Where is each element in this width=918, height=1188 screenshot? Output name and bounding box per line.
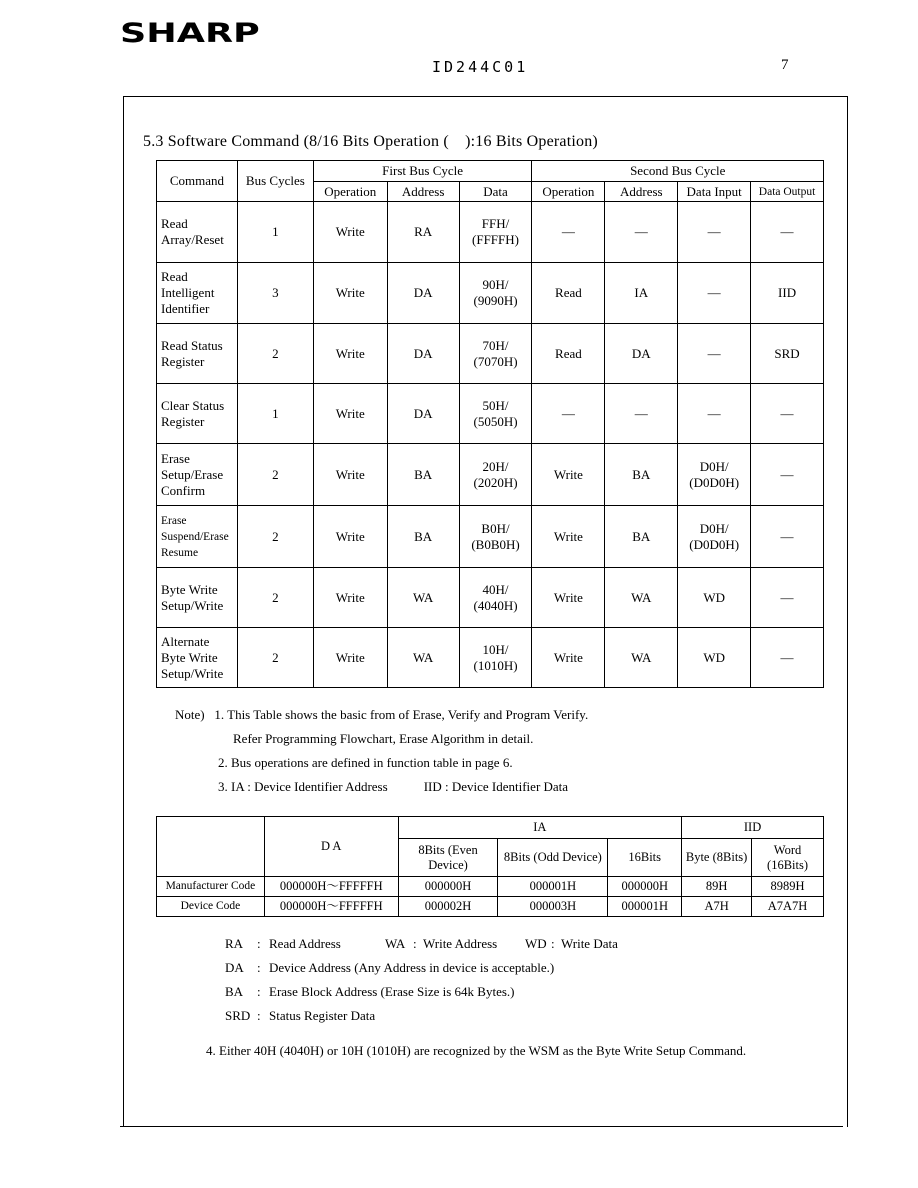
abbrev-text: Write Data xyxy=(561,936,618,951)
data-input: D0H/ (D0D0H) xyxy=(678,506,751,568)
data-input: — xyxy=(678,263,751,324)
second-address: BA xyxy=(605,506,678,568)
second-operation: Write xyxy=(532,506,605,568)
second-address: WA xyxy=(605,568,678,628)
abbrev-key: DA xyxy=(225,960,244,975)
header-bus-cycles: Bus Cycles xyxy=(237,161,313,202)
first-address: BA xyxy=(387,444,459,506)
iid-word: A7A7H xyxy=(752,897,824,917)
command-name: Erase Setup/Erase Confirm xyxy=(157,444,238,506)
first-operation: Write xyxy=(313,202,387,263)
first-data: 90H/ (9090H) xyxy=(459,263,532,324)
abbrev-key: RA xyxy=(225,936,244,951)
data-output: — xyxy=(751,568,824,628)
command-name: Read Array/Reset xyxy=(157,202,238,263)
iid-word: 8989H xyxy=(752,877,824,897)
first-data: 20H/ (2020H) xyxy=(459,444,532,506)
table-row xyxy=(157,202,824,263)
table-row xyxy=(157,877,824,897)
header-operation: Operation xyxy=(313,182,387,202)
second-operation: Write xyxy=(532,628,605,688)
note-2: 2. Bus operations are defined in function table in page 6. xyxy=(218,755,513,770)
abbrev-text: Write Address xyxy=(423,936,498,951)
row-label: Device Code xyxy=(157,897,265,917)
table-row xyxy=(157,506,824,568)
first-data: 50H/ (5050H) xyxy=(459,384,532,444)
first-operation: Write xyxy=(313,324,387,384)
header-16bits: 16Bits xyxy=(608,839,682,877)
iid-byte: 89H xyxy=(682,877,752,897)
abbrev-text: Erase Block Address (Erase Size is 64k Bytes.) xyxy=(269,984,515,999)
table-row xyxy=(157,568,824,628)
bus-cycles: 1 xyxy=(237,384,313,444)
data-input: — xyxy=(678,202,751,263)
first-data: 40H/ (4040H) xyxy=(459,568,532,628)
ia-16bits: 000000H xyxy=(608,877,682,897)
iid-byte: A7H xyxy=(682,897,752,917)
second-operation: Write xyxy=(532,568,605,628)
sharp-logo: SHARP xyxy=(120,18,260,49)
first-operation: Write xyxy=(313,506,387,568)
abbrev-key: WA xyxy=(385,936,406,951)
bus-cycles: 2 xyxy=(237,444,313,506)
note-3-ia: 3. IA : Device Identifier Address xyxy=(218,779,388,794)
data-input: WD xyxy=(678,568,751,628)
table-row xyxy=(157,444,824,506)
command-name: Clear Status Register xyxy=(157,384,238,444)
data-input: — xyxy=(678,324,751,384)
notes-block xyxy=(175,703,588,799)
first-operation: Write xyxy=(313,263,387,324)
da-range: 000000H～FFFFFH xyxy=(264,877,398,897)
header-da: D A xyxy=(264,817,398,877)
note-label: Note) xyxy=(175,707,205,722)
table-row xyxy=(157,897,824,917)
document-id: ID244C01 xyxy=(432,58,529,76)
id-table-corner xyxy=(157,817,265,877)
command-name: Erase Suspend/Erase Resume xyxy=(157,506,238,568)
data-output: — xyxy=(751,384,824,444)
second-address: IA xyxy=(605,263,678,324)
ia-even: 000000H xyxy=(398,877,498,897)
first-data: 70H/ (7070H) xyxy=(459,324,532,384)
second-address: — xyxy=(605,384,678,444)
bus-cycles: 2 xyxy=(237,324,313,384)
identifier-table xyxy=(156,816,824,917)
data-input: D0H/ (D0D0H) xyxy=(678,444,751,506)
first-address: BA xyxy=(387,506,459,568)
header-8bits-even: 8Bits (Even Device) xyxy=(398,839,498,877)
data-output: — xyxy=(751,202,824,263)
data-output: — xyxy=(751,506,824,568)
header-data-input: Data Input xyxy=(678,182,751,202)
command-name: Alternate Byte Write Setup/Write xyxy=(157,628,238,688)
bus-cycles: 3 xyxy=(237,263,313,324)
data-input: WD xyxy=(678,628,751,688)
header-data-output: Data Output xyxy=(751,182,824,202)
header-address-2: Address xyxy=(605,182,678,202)
table-row xyxy=(157,324,824,384)
table-row xyxy=(157,628,824,688)
bus-cycles: 2 xyxy=(237,628,313,688)
header-address: Address xyxy=(387,182,459,202)
data-output: IID xyxy=(751,263,824,324)
note-1: 1. This Table shows the basic from of Erase, Verify and Program Verify. xyxy=(214,707,589,722)
command-name: Read Status Register xyxy=(157,324,238,384)
header-first-bus-cycle: First Bus Cycle xyxy=(313,161,532,182)
abbrev-key: BA xyxy=(225,984,244,999)
header-operation-2: Operation xyxy=(532,182,605,202)
first-data: 10H/ (1010H) xyxy=(459,628,532,688)
data-output: SRD xyxy=(751,324,824,384)
first-address: DA xyxy=(387,384,459,444)
header-word: Word (16Bits) xyxy=(752,839,824,877)
header-ia: IA xyxy=(398,817,682,839)
ia-odd: 000003H xyxy=(498,897,608,917)
abbreviation-list: RA : Read Address WA : Write Address WD : Write Data DA : Device Address (Any Address in device is acceptable.) BA : Erase Block Address (Erase Size is 64k Bytes.) SRD : Status Register Data xyxy=(225,932,618,1028)
header-second-bus-cycle: Second Bus Cycle xyxy=(532,161,824,182)
first-data: FFH/ (FFFFH) xyxy=(459,202,532,263)
second-operation: — xyxy=(532,202,605,263)
second-address: WA xyxy=(605,628,678,688)
ia-odd: 000001H xyxy=(498,877,608,897)
first-operation: Write xyxy=(313,568,387,628)
note-3-iid: IID : Device Identifier Data xyxy=(423,779,569,794)
second-operation: — xyxy=(532,384,605,444)
second-address: DA xyxy=(605,324,678,384)
first-operation: Write xyxy=(313,628,387,688)
second-operation: Read xyxy=(532,324,605,384)
bus-cycles: 2 xyxy=(237,568,313,628)
table-row xyxy=(157,263,824,324)
data-input: — xyxy=(678,384,751,444)
command-name: Read Intelligent Identifier xyxy=(157,263,238,324)
first-address: WA xyxy=(387,568,459,628)
first-address: DA xyxy=(387,324,459,384)
second-operation: Read xyxy=(532,263,605,324)
bus-cycles: 1 xyxy=(237,202,313,263)
abbrev-key: WD xyxy=(525,936,547,951)
bus-cycles: 2 xyxy=(237,506,313,568)
abbrev-text: Read Address xyxy=(269,936,341,951)
abbrev-text: Status Register Data xyxy=(269,1008,376,1023)
page-number: 7 xyxy=(781,57,789,73)
note-1-continued: Refer Programming Flowchart, Erase Algorithm in detail. xyxy=(233,731,534,746)
header-iid: IID xyxy=(682,817,824,839)
header-command: Command xyxy=(157,161,238,202)
page-frame-bottom xyxy=(120,1126,843,1127)
second-operation: Write xyxy=(532,444,605,506)
row-label: Manufacturer Code xyxy=(157,877,265,897)
note-4: 4. Either 40H (4040H) or 10H (1010H) are recognized by the WSM as the Byte Write Setup Command. xyxy=(206,1043,747,1058)
table-row xyxy=(157,384,824,444)
first-data: B0H/ (B0B0H) xyxy=(459,506,532,568)
data-output: — xyxy=(751,628,824,688)
section-title: 5.3 Software Command (8/16 Bits Operation ( ):16 Bits Operation) xyxy=(143,133,598,150)
header-byte: Byte (8Bits) xyxy=(682,839,752,877)
da-range: 000000H～FFFFFH xyxy=(264,897,398,917)
abbrev-key: SRD xyxy=(225,1008,251,1023)
header-data: Data xyxy=(459,182,532,202)
first-operation: Write xyxy=(313,384,387,444)
first-address: WA xyxy=(387,628,459,688)
second-address: BA xyxy=(605,444,678,506)
first-operation: Write xyxy=(313,444,387,506)
first-address: RA xyxy=(387,202,459,263)
second-address: — xyxy=(605,202,678,263)
header-8bits-odd: 8Bits (Odd Device) xyxy=(498,839,608,877)
ia-16bits: 000001H xyxy=(608,897,682,917)
data-output: — xyxy=(751,444,824,506)
ia-even: 000002H xyxy=(398,897,498,917)
abbrev-text: Device Address (Any Address in device is acceptable.) xyxy=(269,960,555,975)
first-address: DA xyxy=(387,263,459,324)
command-name: Byte Write Setup/Write xyxy=(157,568,238,628)
software-command-table xyxy=(156,160,824,688)
